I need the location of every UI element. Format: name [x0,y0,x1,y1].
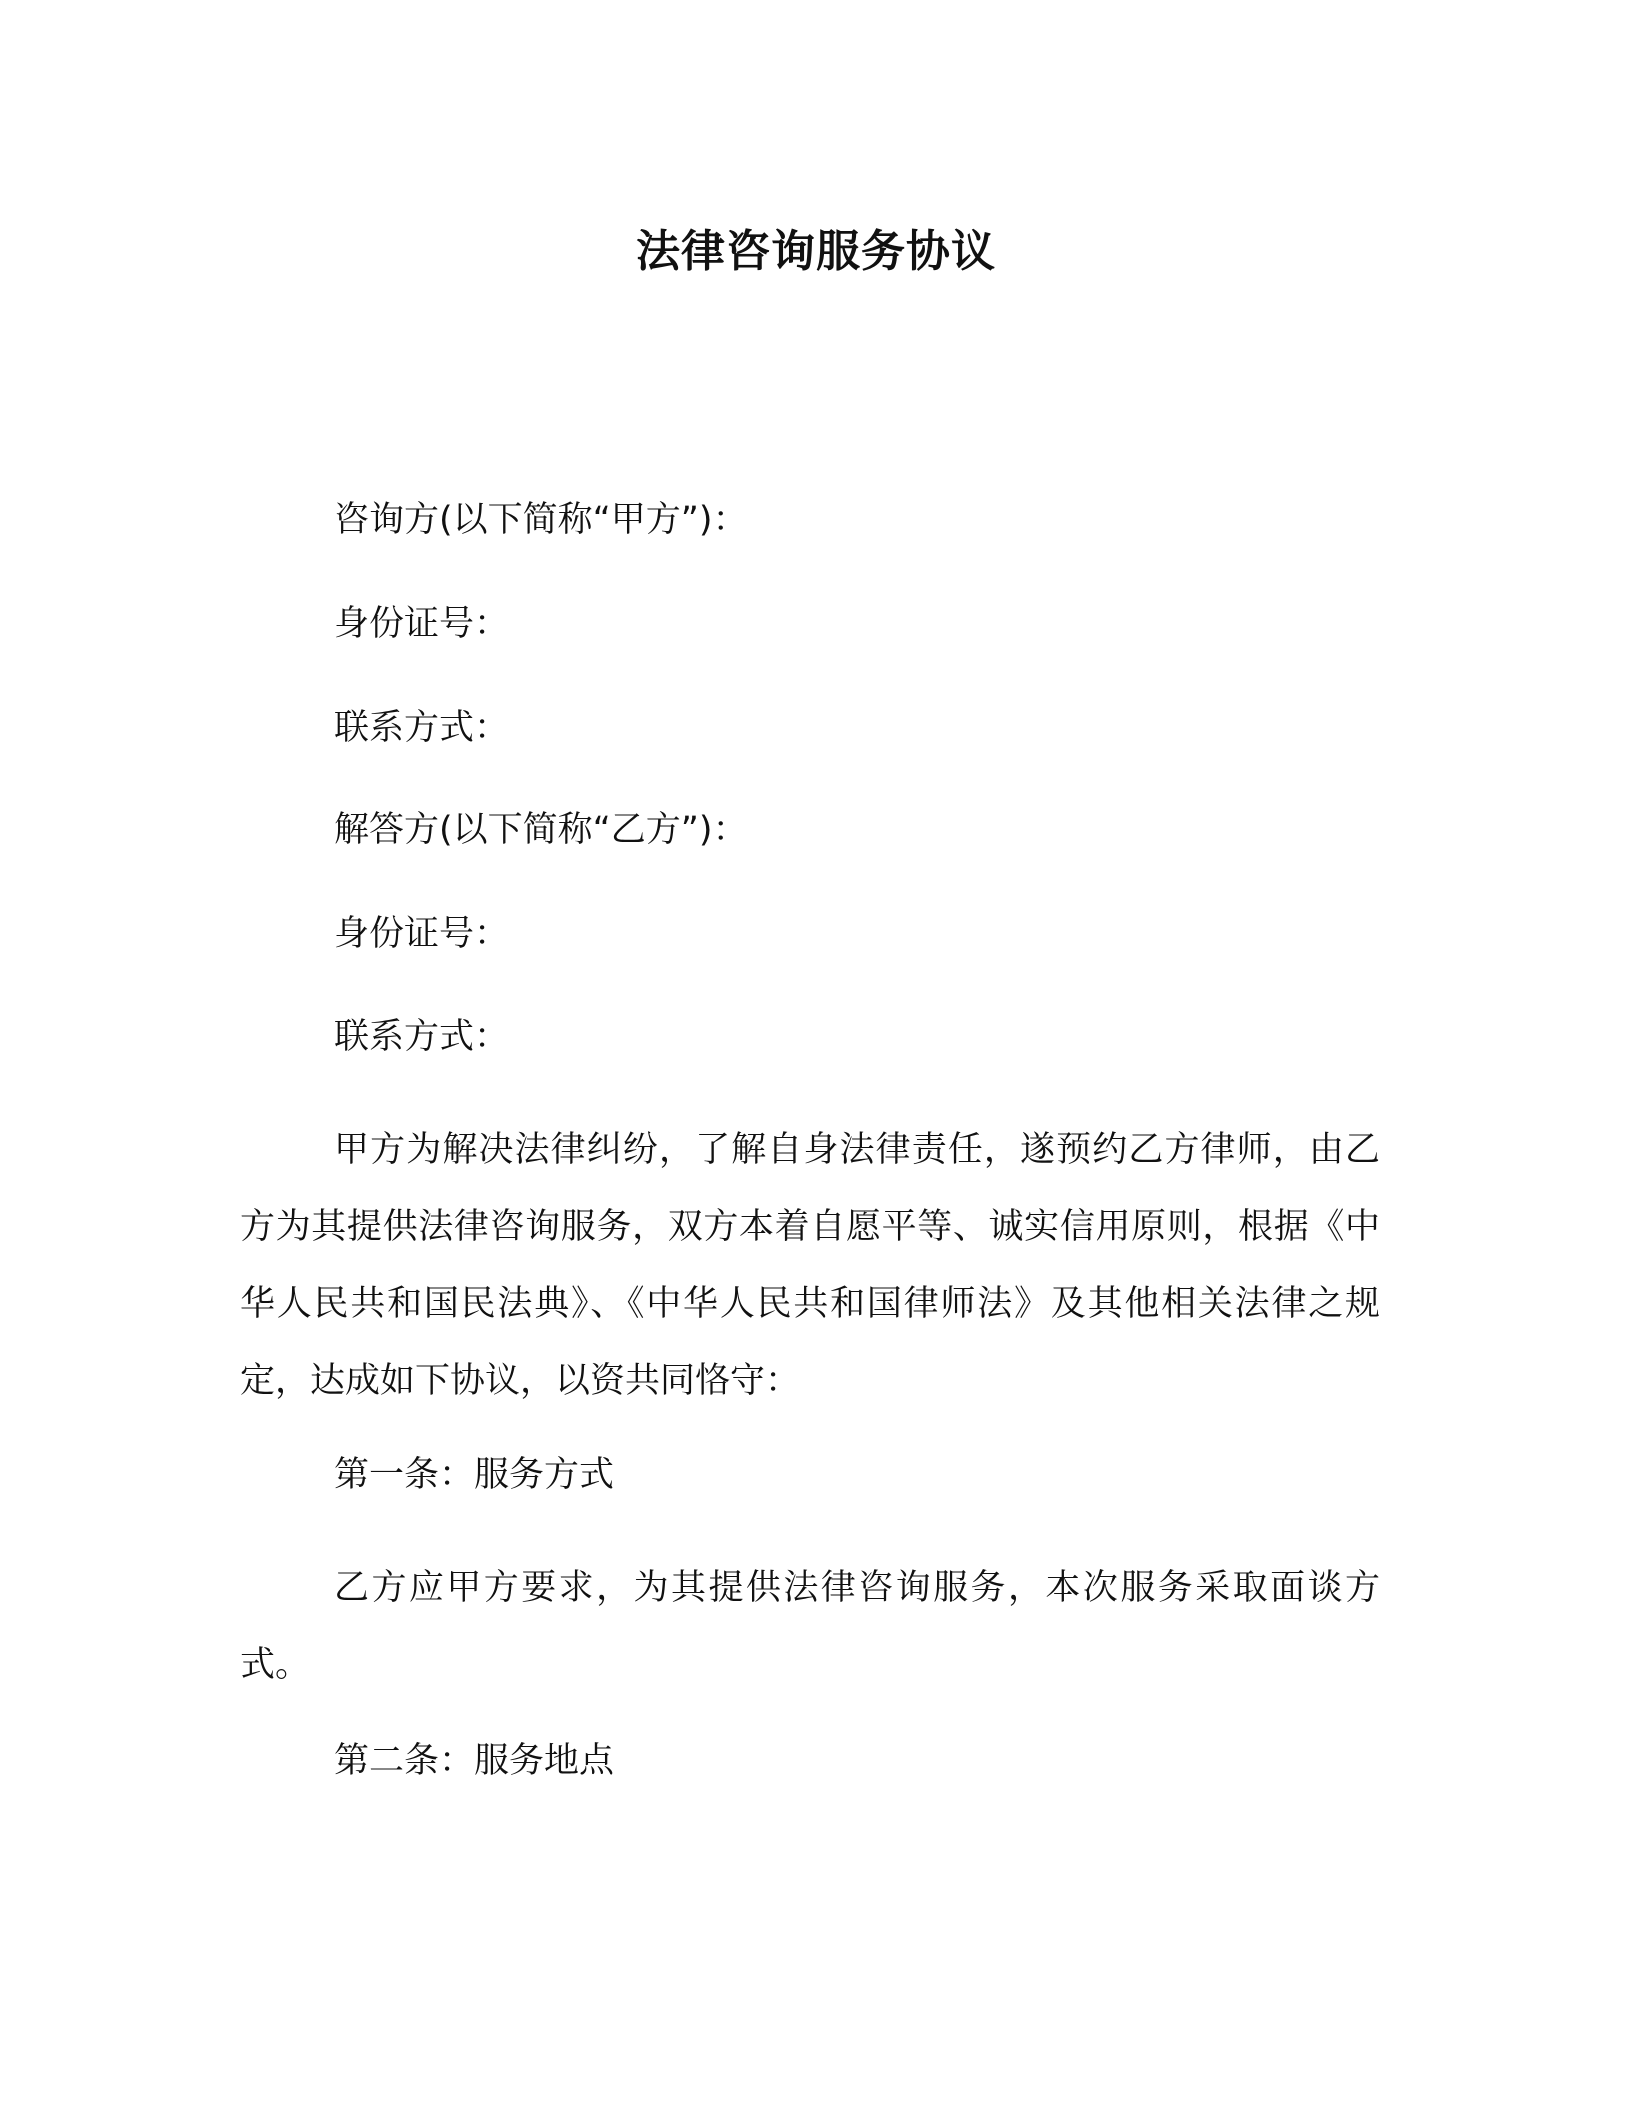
document-title: 法律咨询服务协议 [636,226,996,277]
article-1-body: 乙方应甲方要求，为其提供法律咨询服务，本次服务采取面谈方式。 [240,1568,1380,1685]
article-2-heading: 第二条：服务地点 [334,1741,615,1781]
party-b-contact-label: 联系方式： [334,1017,510,1057]
party-a-id-label: 身份证号： [334,604,510,644]
preamble-paragraph: 甲方为解决法律纠纷，了解自身法律责任，遂预约乙方律师，由乙方为其提供法律咨询服务，双方本着自愿平等、诚实信用原则，根据《中华人民共和国民法典》、《中华人民共和国律师法》及其他相关法律之规定，达成如下协议，以资共同恪守： [240,1130,1380,1401]
party-a-label: 咨询方(以下简称“甲方”)： [334,500,748,540]
article-1-heading: 第一条：服务方式 [334,1455,615,1495]
party-a-contact-label: 联系方式： [334,708,510,748]
party-b-label: 解答方(以下简称“乙方”)： [334,810,748,850]
party-b-id-label: 身份证号： [334,914,510,954]
